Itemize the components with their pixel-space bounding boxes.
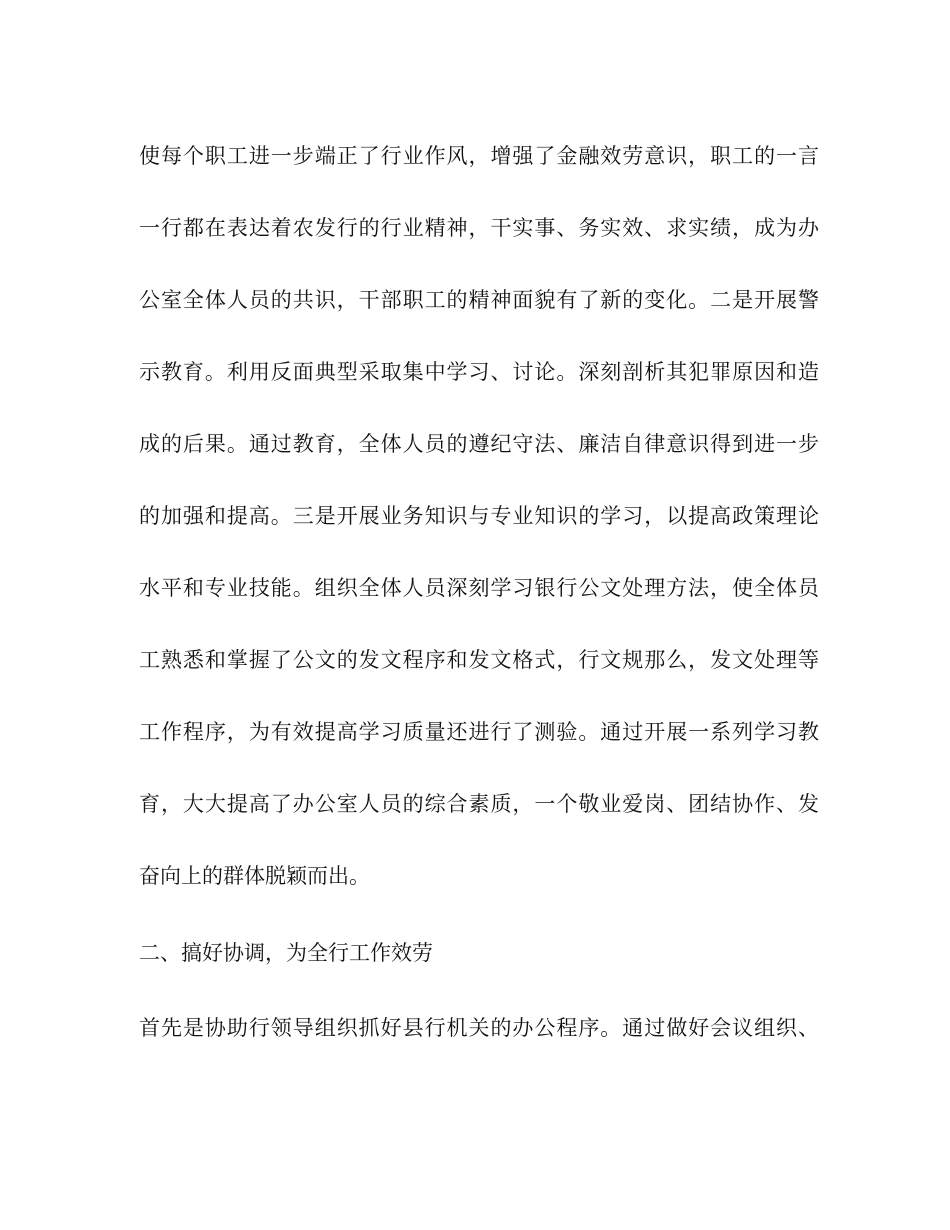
paragraph-line: 工作程序，为有效提高学习质量还进行了测验。通过开展一系列学习教 (139, 720, 819, 744)
paragraph-line: 公室全体人员的共识，干部职工的精神面貌有了新的变化。二是开展警 (139, 288, 819, 312)
paragraph-line: 水平和专业技能。组织全体人员深刻学习银行公文处理方法，使全体员 (139, 576, 819, 600)
paragraph-line: 育，大大提高了办公室人员的综合素质，一个敬业爱岗、团结协作、发 (139, 792, 819, 816)
next-paragraph-line: 首先是协助行领导组织抓好县行机关的办公程序。通过做好会议组织、 (139, 1016, 819, 1040)
section-heading: 二、搞好协调，为全行工作效劳 (139, 941, 433, 965)
paragraph-line: 示教育。利用反面典型采取集中学习、讨论。深刻剖析其犯罪原因和造 (139, 360, 819, 384)
paragraph-line: 一行都在表达着农发行的行业精神，干实事、务实效、求实绩，成为办 (139, 216, 819, 240)
paragraph-line: 成的后果。通过教育，全体人员的遵纪守法、廉洁自律意识得到进一步 (139, 432, 819, 456)
paragraph-line: 使每个职工进一步端正了行业作风，增强了金融效劳意识，职工的一言 (139, 144, 819, 168)
paragraph-line: 的加强和提高。三是开展业务知识与专业知识的学习，以提高政策理论 (139, 504, 819, 528)
paragraph-line: 工熟悉和掌握了公文的发文程序和发文格式，行文规那么，发文处理等 (139, 648, 819, 672)
paragraph-last-line: 奋向上的群体脱颖而出。 (139, 864, 370, 888)
